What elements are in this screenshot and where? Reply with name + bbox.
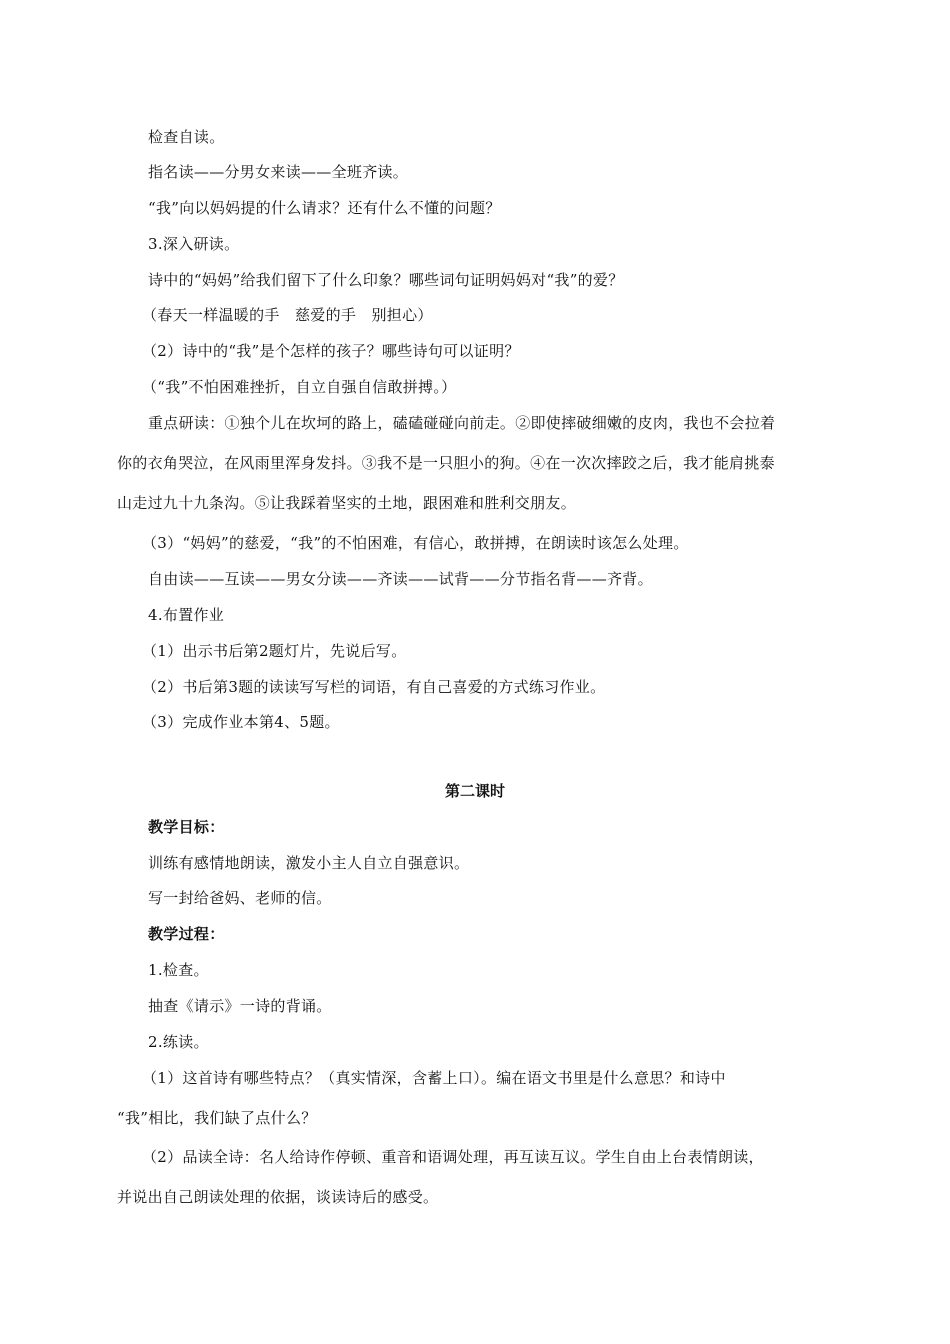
paragraph: （1）出示书后第2题灯片，先说后写。 xyxy=(142,642,407,660)
paragraph: 诗中的“妈妈”给我们留下了什么印象？哪些词句证明妈妈对“我”的爱？ xyxy=(148,271,624,289)
paragraph: 抽查《请示》一诗的背诵。 xyxy=(148,997,332,1015)
section-heading: 1.检查。 xyxy=(148,961,209,979)
paragraph: “我”向以妈妈提的什么请求？还有什么不懂的问题？ xyxy=(148,199,501,217)
paragraph: （3）“妈妈”的慈爱，“我”的不怕困难，有信心，敢拼搏，在朗读时该怎么处理。 xyxy=(142,534,689,552)
paragraph: 你的衣角哭泣，在风雨里浑身发抖。③我不是一只胆小的狗。④在一次次摔跤之后，我才能肩挑泰 xyxy=(117,454,775,472)
paragraph: 训练有感情地朗读，激发小主人自立自强意识。 xyxy=(148,854,470,872)
paragraph: （“我”不怕困难挫折，自立自强自信敢拼搏。） xyxy=(142,378,457,396)
paragraph: “我”相比，我们缺了点什么？ xyxy=(117,1109,317,1127)
paragraph: 检查自读。 xyxy=(148,128,225,146)
paragraph: 指名读——分男女来读——全班齐读。 xyxy=(148,163,409,181)
goals-heading: 教学目标： xyxy=(148,818,225,836)
paragraph: 山走过九十九条沟。⑤让我踩着坚实的土地，跟困难和胜利交朋友。 xyxy=(117,494,577,512)
paragraph: （2）书后第3题的读读写写栏的词语，有自己喜爱的方式练习作业。 xyxy=(142,678,606,696)
section-heading: 2.练读。 xyxy=(148,1033,209,1051)
section-heading: 3.深入研读。 xyxy=(148,235,240,253)
paragraph: （2）诗中的“我”是个怎样的孩子？哪些诗句可以证明？ xyxy=(142,342,520,360)
paragraph: （1）这首诗有哪些特点？（真实情深，含蓄上口）。编在语文书里是什么意思？和诗中 xyxy=(142,1069,726,1087)
paragraph: 写一封给爸妈、老师的信。 xyxy=(148,889,332,907)
process-heading: 教学过程： xyxy=(148,925,225,943)
paragraph: 并说出自己朗读处理的依据，谈读诗后的感受。 xyxy=(117,1188,439,1206)
paragraph: （春天一样温暖的手 慈爱的手 别担心） xyxy=(142,306,433,324)
lesson-title: 第二课时 xyxy=(444,782,505,800)
paragraph: 自由读——互读——男女分读——齐读——试背——分节指名背——齐背。 xyxy=(148,570,653,588)
paragraph: （3）完成作业本第4、5题。 xyxy=(142,713,340,731)
section-heading: 4.布置作业 xyxy=(148,606,225,624)
paragraph: 重点研读：①独个儿在坎坷的路上，磕磕碰碰向前走。②即使摔破细嫩的皮肉，我也不会拉着 xyxy=(148,414,776,432)
paragraph: （2）品读全诗：名人给诗作停顿、重音和语调处理，再互读互议。学生自由上台表情朗读， xyxy=(142,1148,764,1166)
